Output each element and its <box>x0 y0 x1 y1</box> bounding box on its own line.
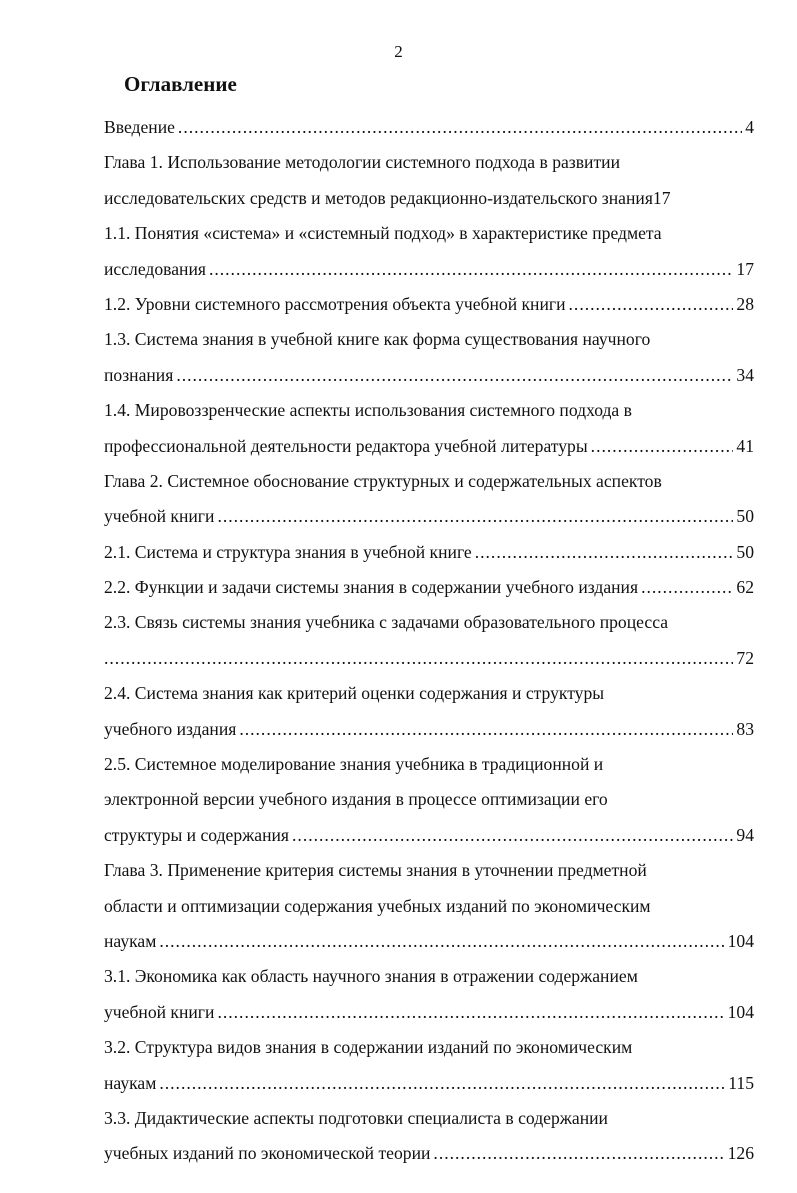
dot-leader <box>159 924 724 959</box>
dot-leader <box>217 499 733 534</box>
dot-leader <box>176 358 733 393</box>
dot-leader <box>591 429 734 464</box>
toc-entry-ch1-line1[interactable]: Глава 1. Использование методологии системного подхода в развитии <box>104 152 620 173</box>
toc-entry-text: профессиональной деятельности редактора учебной литературы <box>104 435 588 456</box>
toc-entry-s2-3[interactable] <box>104 641 754 676</box>
toc-entry-s2-1[interactable] <box>104 535 754 570</box>
page-number: 2 <box>394 42 403 61</box>
dot-leader <box>569 287 734 322</box>
table-of-contents <box>104 110 754 1172</box>
toc-entry-s2-4-line1[interactable]: 2.4. Система знания как критерий оценки содержания и структуры <box>104 683 605 704</box>
toc-page-number: 4 <box>745 117 754 137</box>
toc-page-number: 50 <box>736 506 754 527</box>
toc-entry-ch3-line1[interactable]: Глава 3. Применение критерия системы знания в уточнении предметной <box>104 860 647 881</box>
dot-leader <box>292 818 733 853</box>
toc-entry-text: учебных изданий по экономической теории <box>104 1143 431 1164</box>
toc-entry-text: учебного издания <box>104 718 237 739</box>
toc-entry-s2-5-line2[interactable]: электронной версии учебного издания в процессе оптимизации его <box>104 789 608 810</box>
toc-entry-text: учебной книги <box>104 506 215 527</box>
toc-entry-text: исследовательских средств и методов редакционно-издательского знания <box>104 187 653 208</box>
toc-entry-text: наукам <box>104 930 157 951</box>
toc-entry-ch2-line1[interactable]: Глава 2. Системное обоснование структурных и содержательных аспектов <box>104 470 662 491</box>
toc-entry-text: исследования <box>104 258 206 279</box>
toc-entry-ch1[interactable] <box>104 181 754 216</box>
dot-leader <box>178 110 742 145</box>
toc-entry-s3-2[interactable] <box>104 1066 754 1101</box>
dot-leader <box>475 535 734 570</box>
dot-leader <box>217 995 724 1030</box>
toc-entry-s2-3-line1[interactable]: 2.3. Связь системы знания учебника с задачами образовательного процесса <box>104 612 669 633</box>
toc-entry-text: структуры и содержания <box>104 824 290 845</box>
dot-leader <box>104 641 733 676</box>
toc-page-number: 126 <box>727 1143 754 1164</box>
toc-entry-s1-4-line1[interactable]: 1.4. Мировоззренческие аспекты использования системного подхода в <box>104 400 632 421</box>
toc-entry-s1-1[interactable] <box>104 252 754 287</box>
toc-page-number: 17 <box>652 187 671 208</box>
page-title: Оглавление <box>124 72 237 96</box>
toc-entry-text: 2.2. Функции и задачи системы знания в содержании учебного издания <box>104 577 639 598</box>
toc-entry-s3-3[interactable] <box>104 1136 754 1171</box>
toc-entry-text: 1.2. Уровни системного рассмотрения объекта учебной книги <box>104 293 566 314</box>
toc-entry-text: Введение <box>104 117 175 137</box>
toc-page-number: 62 <box>736 577 754 598</box>
toc-entry-s1-4[interactable] <box>104 429 754 464</box>
toc-entry-s2-4[interactable] <box>104 712 754 747</box>
toc-page-number: 115 <box>728 1072 754 1093</box>
toc-page-number: 83 <box>736 718 754 739</box>
toc-entry-s1-3-line1[interactable]: 1.3. Система знания в учебной книге как форма существования научного <box>104 329 651 350</box>
toc-entry-text: учебной книги <box>104 1001 215 1022</box>
dot-leader <box>433 1136 724 1171</box>
toc-entry-ch2[interactable] <box>104 499 754 534</box>
toc-page-number: 72 <box>736 647 754 668</box>
dot-leader <box>159 1066 725 1101</box>
toc-entry-intro[interactable] <box>104 110 754 145</box>
dot-leader <box>239 712 733 747</box>
toc-entry-s2-2[interactable] <box>104 570 754 605</box>
toc-page-number: 104 <box>727 930 754 951</box>
toc-entry-ch3-line2[interactable]: области и оптимизации содержания учебных изданий по экономическим <box>104 895 651 916</box>
toc-page-number: 17 <box>736 258 754 279</box>
toc-entry-s1-1-line1[interactable]: 1.1. Понятия «система» и «системный подход» в характеристике предмета <box>104 223 662 244</box>
toc-page-number: 94 <box>736 824 754 845</box>
toc-page-number: 104 <box>727 1001 754 1022</box>
toc-entry-s3-3-line1[interactable]: 3.3. Дидактические аспекты подготовки специалиста в содержании <box>104 1107 608 1128</box>
toc-entry-s1-3[interactable] <box>104 358 754 393</box>
toc-page-number: 50 <box>736 541 754 562</box>
toc-page-number: 28 <box>736 293 754 314</box>
dot-leader <box>641 570 733 605</box>
toc-entry-s3-1-line1[interactable]: 3.1. Экономика как область научного знания в отражении содержанием <box>104 966 638 987</box>
toc-entry-s2-5[interactable] <box>104 818 754 853</box>
toc-entry-s1-2[interactable] <box>104 287 754 322</box>
toc-entry-s3-2-line1[interactable]: 3.2. Структура видов знания в содержании изданий по экономическим <box>104 1037 633 1058</box>
toc-entry-text: наукам <box>104 1072 157 1093</box>
dot-leader <box>209 252 733 287</box>
toc-entry-s3-1[interactable] <box>104 995 754 1030</box>
toc-page-number: 34 <box>736 364 754 385</box>
toc-entry-text: познания <box>104 364 174 385</box>
toc-page-number: 41 <box>736 435 754 456</box>
toc-entry-text: 2.1. Система и структура знания в учебной книге <box>104 541 472 562</box>
toc-entry-ch3[interactable] <box>104 924 754 959</box>
toc-entry-s2-5-line1[interactable]: 2.5. Системное моделирование знания учебника в традиционной и <box>104 754 604 775</box>
